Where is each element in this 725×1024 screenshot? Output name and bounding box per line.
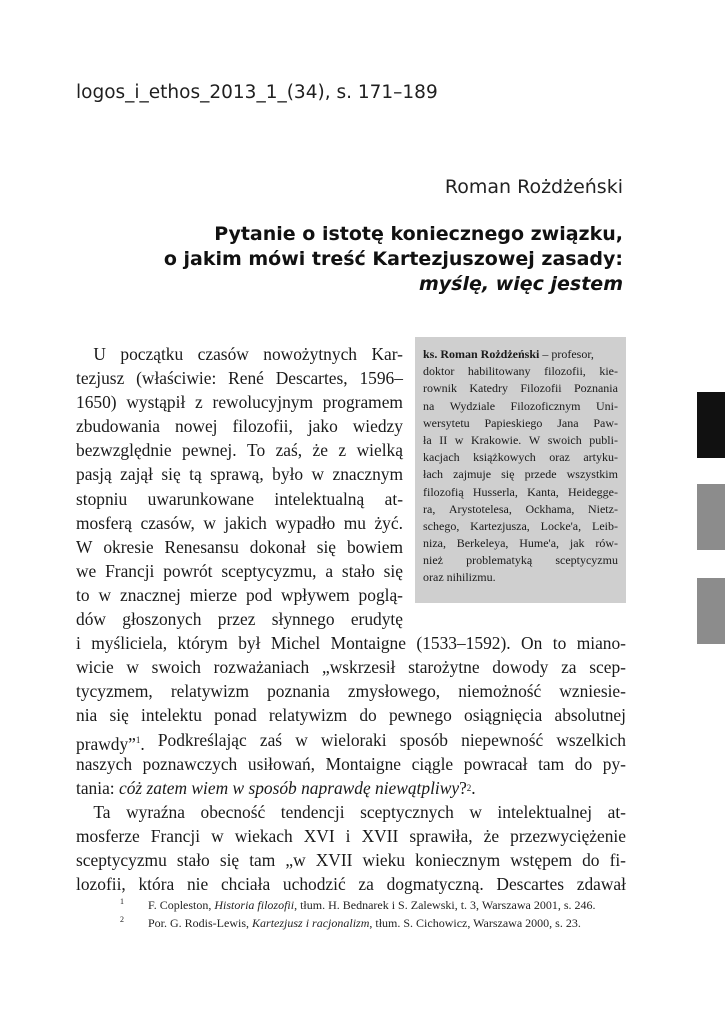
bio-line: łach zajmuje się przede wszystkim [423,467,618,482]
bio-line: na Wydziale Filozoficznym Uni- [423,398,618,413]
body-line: mosferze Francji w wiekach XVI i XVII sprawiła, że przezwyciężenie [76,825,626,846]
body-line: 1650) wystąpił z rewolucyjnym programem [76,392,403,413]
footnote-marker: 1 [135,734,141,745]
body-line: bezwzględnie pewnej. To zaś, że z wielką [76,440,403,461]
section-tab [697,578,725,644]
body-line: to w znacznej mierze pod wpływem poglą- [76,584,403,605]
body-line: wicie w swoich rozważaniach „wskrzesił starożytne dowody za scep- [76,657,626,678]
bio-line: schego, Kartezjusza, Locke'a, Leib- [423,518,618,533]
body-line: U początku czasów nowożytnych Kar- [76,344,403,364]
body-line: zbudowania nowej filozofii, jako wiedzy [76,416,403,437]
body-line: pasją zajął się tą sprawą, było w znacznym [76,464,403,485]
body-line: naszych poznawczych usiłowań, Montaigne ciągle powracał tam do py- [76,753,626,774]
footnotes [120,896,630,932]
bio-line: nież problematyką sceptycyzmu [423,553,618,568]
bio-line: niza, Berkeleya, Hume'a, jak rów- [423,536,618,551]
bio-line: wersytetu Papieskiego Jana Paw- [423,415,618,430]
body-line: prawdy”$^1$. Podkreślając zaś w wieloraki sposób niepewność wszelkich [76,729,626,754]
bio-line: ła II w Krakowie. W swoich publi- [423,432,618,447]
bio-line: kacjach książkowych oraz artyku- [423,450,618,465]
body-line: stopniu uwarunkowane intelektualną at- [76,488,403,509]
body-line: mosferą czasów, w jakich wypadło mu żyć. [76,512,403,533]
article-title [143,222,623,297]
body-line: nia się intelektu ponad relatywizm do pewnego osiągnięcia absolutnej [76,705,626,726]
body-line: we Francji powrót sceptycyzmu, a stało się [76,560,403,581]
body-line: dów głoszonych przez słynnego erudytę [76,609,403,630]
bio-line: filozofią Husserla, Kanta, Heidegge- [423,484,618,499]
section-tab-active [697,392,725,458]
body-line: tycyzmem, relatywizm poznania zmysłowego, niemożność wzniesie- [76,681,626,702]
bio-line: ks. Roman Rożdżeński – profesor, [423,347,594,361]
footnote: 2 Por. G. Rodis-Lewis, Kartezjusz i racjonalizm, tłum. S. Cichowicz, Warszawa 2000, s. 23. [120,915,581,930]
title-line-2: o jakim mówi treść Kartezjuszowej zasady: [163,248,623,270]
bio-line: doktor habilitowany filozofii, kie- [423,364,618,379]
body-line: tania: cóż zatem wiem w sposób naprawdę niewątpliwy ? 2 . [76,776,626,800]
body-text [76,342,626,896]
body-line: lozofii, która nie chciała uchodzić za dogmatyczną. Descartes zdawał [76,874,626,895]
body-line: i myśliciela, którym był Michel Montaigne (1533–1592). On to miano- [76,633,626,654]
section-tab [697,484,725,550]
body-line: tezjusz (właściwie: René Descartes, 1596– [76,368,403,389]
bio-line: oraz nihilizmu. [423,570,496,585]
author-name: Roman Rożdżeński [444,176,623,198]
title-line-1: Pytanie o istotę koniecznego związku, [214,223,623,245]
body-line: Ta wyraźna obecność tendencji sceptycznych w intelektualnej at- [76,801,626,822]
bio-line: rownik Katedry Filozofii Poznania [423,381,618,396]
body-line: sceptycyzmu stało się tam „w XVII wieku koniecznym wstępem do fi- [76,849,626,870]
bio-line: ra, Arystotelesa, Ockhama, Nietz- [423,501,618,516]
footnote: 1 F. Copleston, Historia filozofii, tłum. H. Bednarek i S. Zalewski, t. 3, Warszawa 2001, s. 246. [120,897,596,912]
title-line-3: myślę, więc jestem [418,273,623,295]
body-line: W okresie Renesansu dokonał się bowiem [76,536,403,557]
footnote-marker: 2 [466,782,472,793]
journal-reference: logos_i_ethos_2013_1_(34), s. 171–189 [76,82,438,103]
